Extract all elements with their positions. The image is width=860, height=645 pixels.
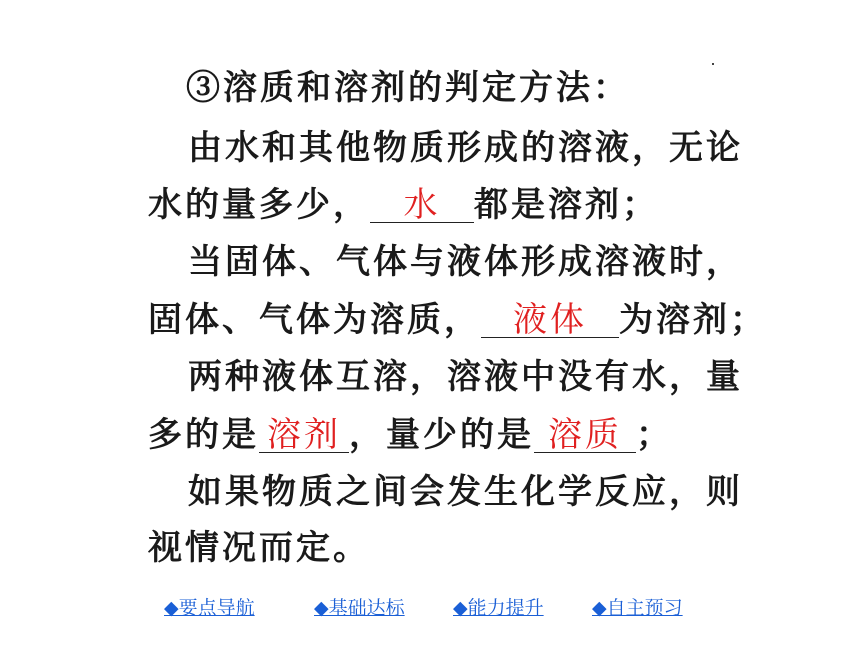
text-segment: 多的是: [148, 415, 259, 455]
text-line-6: [148, 415, 673, 455]
text-segment: 水的量多少，: [148, 185, 370, 225]
text-line-1: 由水和其他物质形成的溶液，无论: [188, 128, 743, 168]
text-line-2: [148, 185, 659, 225]
text-segment: 都是溶剂；: [474, 185, 659, 225]
answer-blank-water: 水: [370, 188, 474, 223]
text-segment: ；: [636, 415, 673, 455]
text-line-3: 当固体、气体与液体形成溶液时，: [188, 242, 743, 282]
section-heading: ③溶质和溶剂的判定方法：: [186, 68, 630, 108]
text-line-5: 两种液体互溶，溶液中没有水，量: [188, 357, 743, 397]
text-line-7: 如果物质之间会发生化学反应，则: [188, 472, 743, 512]
answer-blank-liquid: 液体: [481, 303, 619, 338]
answer-blank-solute: 溶质: [534, 418, 636, 453]
text-line-4: [148, 300, 767, 340]
nav-link-self-preview[interactable]: ◆自主预习: [592, 597, 683, 619]
nav-link-key-points[interactable]: ◆要点导航: [164, 597, 255, 619]
text-segment: 固体、气体为溶质，: [148, 300, 481, 340]
text-segment: ，量少的是: [349, 415, 534, 455]
answer-blank-solvent: 溶剂: [259, 418, 349, 453]
nav-link-basic-standards[interactable]: ◆基础达标: [314, 597, 405, 619]
nav-link-ability-improvement[interactable]: ◆能力提升: [453, 597, 544, 619]
text-line-8: 视情况而定。: [148, 528, 370, 568]
text-segment: 为溶剂；: [619, 300, 767, 340]
stray-mark: [712, 63, 714, 65]
